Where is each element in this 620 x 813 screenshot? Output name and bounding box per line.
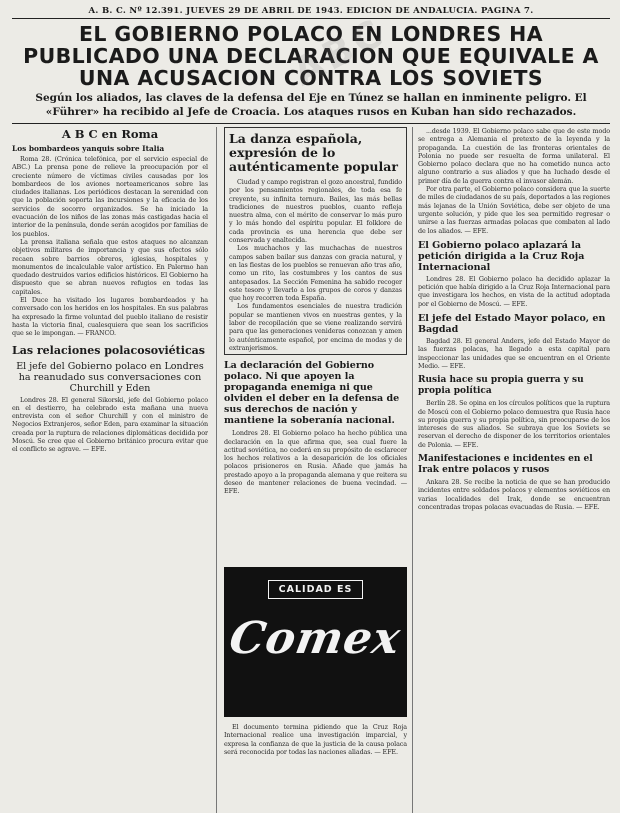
paragraph: El documento termina pidiendo que la Cruz Roja Internacional realice una investigación imparcial, y expresa la confianza de que la justicia de la causa polaca será reconocida por todas las naciones aliadas. — EFE. [224, 723, 407, 756]
article-body [12, 396, 208, 454]
column-divider [412, 127, 413, 813]
article-heading: Manifestaciones e incidentes en el Irak entre polacos y rusos [418, 454, 593, 476]
article-title-declaracion: La declaración del Gobierno polaco. [224, 360, 375, 383]
article-heading: Rusia hace su propia guerra y su propia política [418, 375, 584, 397]
paragraph: Bagdad 28. El general Anders, jefe del Estado Mayor de las fuerzas polacas, ha llegado a esta capital para inspeccionar las unidades que se encuentran en el Oriente Medio. — EFE. [418, 337, 610, 370]
article-heading: El jefe del Estado Mayor polaco, en Bagdad [418, 313, 606, 336]
paragraph: Ankara 28. Se recibe la noticia de que se han producido incidentes entre soldados polacos y elementos soviéticos en varias localidades del Irak, donde se encuentran concentradas tropas polacas evacuadas de Rusia. — EFE. [418, 478, 610, 511]
paragraph: Ciudad y campo registran el gozo ancestral, fundido por los pensamientos regionales, de toda esa fe creyente, su infinita ternura. Bailes, las más bellas tradiciones de nuestros pueblos, cuanto refleja nuestra alma, con el mérito de conservar lo más puro y lo más hondo del espíritu popular. El folklore de cada provincia es una herencia que debe ser conservada y enaltecida. [229, 178, 402, 245]
divider [12, 123, 610, 124]
paragraph: Londres 28. El general Sikorski, jefe del Gobierno polaco en el destierro, ha celebrado esta mañana una nueva entrevista con el señor Churchill y con el ministro de Negocios Extranjeros, señor Eden, para examinar la situación creada por la ruptura de relaciones diplomáticas decidida por Moscú. Se cree que el Gobierno británico procura evitar que el conflicto se agrave. — EFE. [12, 395, 208, 454]
paragraph: Berlín 28. Se opina en los círculos políticos que la ruptura de Moscú con el Gobierno polaco demuestra que Rusia hace su propia guerra y su propia política, sin preocuparse de los intereses de sus aliados. Se subraya que los Soviets se reservan el derecho de disponer de los territorios orientales de Polonia. — EFE. [418, 399, 610, 449]
article-body [229, 178, 402, 352]
article-body [224, 429, 407, 495]
sub-headline: Según los aliados, las claves de la defensa del Eje en Túnez se hallan en inminente peligro. El «Führer» ha recibido al Jefe de Croacia. Los ataques rusos en Kuban han sido rechazados. [35, 92, 587, 118]
paragraph: La prensa italiana señala que estos ataques no alcanzan objetivos militares de importancia y que sus efectos sólo recaen sobre barrios obreros, iglesias, hospitales y monumentos de incalculable valor artístico. En Palermo han quedado destruidos varios edificios históricos. El Gobierno ha dispuesto que se abran nuevos refugios en todas las capitales. [12, 237, 208, 296]
masthead: A. B. C. Nº 12.391. JUEVES 29 DE ABRIL DE 1943. EDICION DE ANDALUCIA. PAGINA 7. [12, 6, 610, 19]
ad-badge: CALIDAD ES [268, 580, 364, 599]
article-heading: El Gobierno polaco aplazará la petición dirigida a la Cruz Roja Internacional [418, 239, 585, 273]
article-deck: El jefe del Gobierno polaco en Londres ha reanudado sus conversaciones con Churchill y Eden [16, 360, 204, 394]
column-middle [224, 127, 407, 813]
paragraph: Los fundamentos esenciales de nuestra tradición popular se mantienen vivos en nuestras gentes, y la labor de recopilación que se viene realizando servirá para que las generaciones venideras conozcan y amen lo auténticamente español, por encima de modas y de extranjerismos. [229, 302, 402, 352]
paragraph: Roma 28. (Crónica telefónica, por el servicio especial de ABC.) La prensa pone de relieve la preocupación por el creciente número de víctimas civiles causadas por los bombardeos de los aviones norteamericanos sobre las ciudades italianas. Los periódicos destacan la serenidad con que la población soporta las incursiones y la eficacia de los servicios de socorro organizados. Se ha iniciado la evacuación de los niños de las zonas más castigadas hacia el interior de la península, donde serán acogidos por familias de los pueblos. [12, 155, 208, 238]
article-body [224, 723, 407, 756]
article-body [418, 399, 610, 449]
article-heading: Los bombardeos yanquis sobre Italia [12, 144, 165, 153]
article-title-danza: La danza española, expresión de lo auténticamente popular [229, 131, 398, 174]
article-columns [12, 127, 610, 813]
section-title-abc-en-roma: A B C en Roma [61, 127, 159, 141]
article-body [418, 275, 610, 308]
paragraph: Por otra parte, el Gobierno polaco considera que la suerte de miles de ciudadanos de su país, deportados a las regiones más lejanas de la Unión Soviética, debe ser objeto de una urgente solución, y pide que les sea permitido regresar o unirse a las fuerzas armadas polacas que combaten al lado de los aliados. — EFE. [418, 185, 610, 235]
section-title-relaciones: Las relaciones polacosoviéticas [12, 343, 205, 357]
watermark: ABC [285, 9, 393, 95]
paragraph: Londres 28. El Gobierno polaco ha decidido aplazar la petición que había dirigido a la Cruz Roja Internacional para que investigara los hechos, en vista de la actitud adoptada por el Gobierno de Moscú. — EFE. [418, 274, 610, 308]
paragraph: El Duce ha visitado los lugares bombardeados y ha conversado con los heridos en los hospitales. En sus palabras ha expresado la firme voluntad del pueblo italiano de resistir hasta la victoria final, cualesquiera que sean los sacrificios que se le impongan. — FRANCO. [12, 296, 208, 338]
danza-article-box [224, 127, 407, 355]
main-headline: EL GOBIERNO POLACO EN LONDRES HA PUBLICADO UNA DECLARACION QUE EQUIVALE A UNA ACUSACION CONTRA LOS SOVIETS [23, 22, 599, 90]
article-body [418, 127, 610, 235]
paragraph: Los muchachos y las muchachas de nuestros campos saben bailar sus danzas con gracia natural, y en las fiestas de los pueblos se renuevan año tras año, como un rito, las costumbres y los cantos de sus antepasados. La Sección Femenina ha sabido recoger este tesoro y llevarlo a los grupos de coros y danzas que hoy recorren toda España. [229, 244, 402, 303]
article-lead-text: Ni que apoyen la propaganda enemiga ni que olviden el deber en la defensa de sus derechos de nación y mantiene la soberanía nacional. [224, 371, 400, 427]
article-body [12, 155, 208, 338]
paragraph: ...desde 1939. El Gobierno polaco sabe que de este modo se entrega a Alemania el pretexto de la leyenda y la propaganda. La cuestión de las fronteras orientales de Polonia no puede ser resuelta de forma unilateral. El Gobierno polaco declara que no ha cometido nunca acto alguno contrario a sus aliados y que ha luchado desde el primer día de la guerra contra el invasor alemán. [418, 127, 610, 185]
article-body [418, 337, 610, 370]
column-left [12, 127, 208, 813]
advertisement-comex [224, 567, 407, 717]
article-lead [224, 360, 407, 426]
declaracion-article [224, 360, 407, 495]
paragraph: Londres 28. El Gobierno polaco ha hecho pública una declaración en la que afirma que, sea cual fuere la actitud soviética, no cederá en su propósito de esclarecer los hechos relativos a la desaparición de los oficiales polacos prisioneros en Rusia. Añade que jamás ha prestado apoyo a la propaganda alemana y que reitera su deseo de mantener relaciones de buena vecindad. — EFE. [224, 429, 407, 496]
ad-brand: Comex [225, 613, 406, 664]
column-divider [216, 127, 217, 813]
column-right [418, 127, 610, 813]
article-body [418, 478, 610, 511]
